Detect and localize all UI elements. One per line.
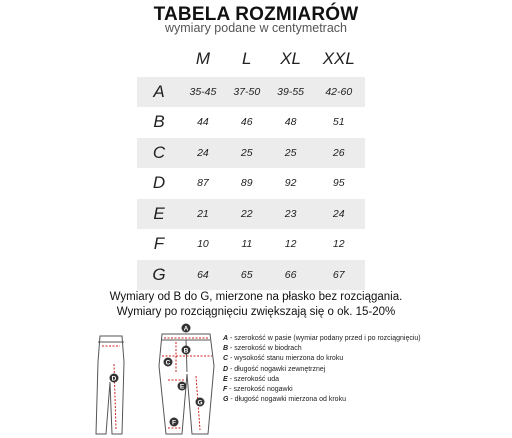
legend-text: - szerokość w pasie (wymiar podany przed i po rozciągnięciu): [228, 335, 421, 342]
legend-key: A: [223, 335, 229, 342]
row-label-g: G: [137, 260, 181, 291]
legend-key: G: [223, 396, 229, 404]
legend-key: E: [223, 375, 228, 383]
legend-item-b: [223, 344, 421, 354]
table-row: [137, 107, 365, 138]
table-row: [137, 168, 365, 199]
legend-item-c: [223, 354, 421, 364]
table-cell: 87: [181, 168, 225, 199]
marker-g-label: G: [197, 399, 203, 407]
marker-e: [178, 382, 187, 391]
marker-c-label: C: [165, 359, 171, 367]
table-cell: 95: [313, 168, 365, 199]
marker-c: [164, 358, 173, 367]
marker-d-label: D: [111, 375, 117, 383]
measurement-note: Wymiary od B do G, mierzone na płasko bez rozciągania.: [109, 291, 403, 303]
table-cell: 26: [313, 138, 365, 169]
stretch-note: Wymiary po rozciągnięciu zwiększają się o ok. 15-20%: [116, 306, 396, 318]
table-row: [137, 138, 365, 169]
legend-key: C: [223, 355, 229, 363]
table-cell: 12: [313, 229, 365, 260]
marker-e-label: E: [179, 383, 185, 391]
column-header-l: L: [242, 49, 252, 68]
size-table-corner: [137, 42, 181, 77]
column-header-xl: XL: [280, 49, 301, 68]
legend-item-f: [223, 385, 421, 395]
table-cell: 12: [269, 229, 313, 260]
legend-item-g: [223, 395, 421, 405]
table-cell: 37-50: [225, 77, 269, 108]
table-row: [137, 77, 365, 108]
row-label-a: A: [137, 77, 181, 108]
column-header-xxl: XXL: [322, 49, 355, 68]
table-cell: 46: [225, 107, 269, 138]
pants-diagram: [92, 322, 222, 438]
row-label-f: F: [137, 229, 181, 260]
table-cell: 67: [313, 260, 365, 291]
marker-g: [196, 398, 205, 407]
table-cell: 64: [181, 260, 225, 291]
row-label-b: B: [137, 107, 181, 138]
table-cell: 23: [269, 199, 313, 230]
table-cell: 35-45: [181, 77, 225, 108]
table-row: [137, 260, 365, 291]
marker-a: [182, 324, 191, 333]
marker-b: [182, 346, 191, 355]
measurement-legend: [223, 334, 421, 405]
table-row: [137, 199, 365, 230]
table-row: [137, 229, 365, 260]
legend-item-d: [223, 365, 421, 375]
table-cell: 25: [225, 138, 269, 169]
size-table-header-row: [137, 42, 365, 77]
pants-side-view-outline: [96, 336, 124, 434]
legend-key: B: [223, 345, 229, 353]
table-cell: 48: [269, 107, 313, 138]
row-label-e: E: [137, 199, 181, 230]
table-cell: 51: [313, 107, 365, 138]
page-subtitle: wymiary podane w centymetrach: [164, 21, 348, 35]
table-cell: 42-60: [313, 77, 365, 108]
row-label-d: D: [137, 168, 181, 199]
table-cell: 92: [269, 168, 313, 199]
column-header-m: M: [195, 49, 210, 68]
legend-text: - długość nogawki mierzona od kroku: [228, 396, 346, 404]
table-cell: 39-55: [269, 77, 313, 108]
size-table: [137, 42, 365, 290]
legend-text: - długość nogawki zewnętrznej: [228, 365, 326, 373]
table-cell: 44: [181, 107, 225, 138]
table-cell: 24: [181, 138, 225, 169]
table-cell: 21: [181, 199, 225, 230]
table-cell: 65: [225, 260, 269, 291]
table-cell: 22: [225, 199, 269, 230]
table-cell: 66: [269, 260, 313, 291]
legend-text: - szerokość uda: [227, 375, 280, 383]
legend-item-e: [223, 375, 421, 385]
legend-text: - wysokość stanu mierzona do kroku: [228, 355, 344, 363]
marker-b-label: B: [183, 347, 189, 355]
marker-d: [110, 374, 119, 383]
marker-a-label: A: [183, 325, 189, 333]
legend-key: F: [223, 386, 228, 394]
measurement-arrows: [102, 338, 212, 430]
legend-text: - szerokość w biodrach: [228, 345, 302, 353]
table-cell: 10: [181, 229, 225, 260]
table-cell: 11: [225, 229, 269, 260]
table-cell: 25: [269, 138, 313, 169]
legend-item-a: [223, 334, 421, 344]
legend-text: - szerokość nogawki: [227, 386, 293, 394]
marker-f: [170, 418, 179, 427]
row-label-c: C: [137, 138, 181, 169]
page-title: TABELA ROZMIARÓW: [153, 4, 359, 25]
legend-key: D: [223, 365, 229, 373]
table-cell: 89: [225, 168, 269, 199]
table-cell: 24: [313, 199, 365, 230]
marker-f-label: F: [172, 419, 176, 427]
